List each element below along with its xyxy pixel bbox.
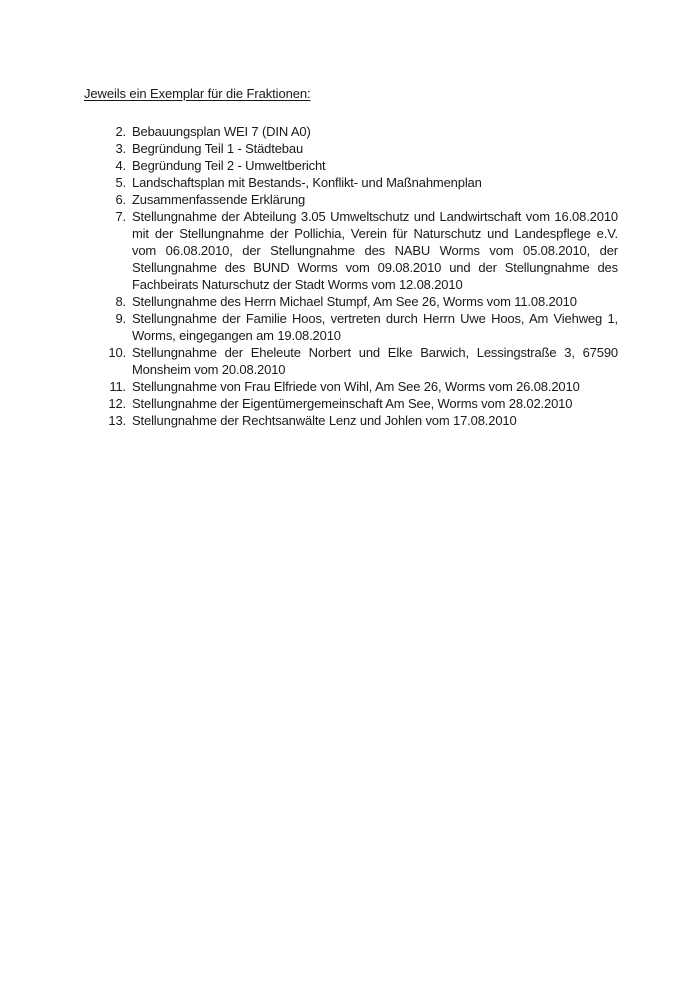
list-item-number: 3.: [115, 141, 126, 156]
list-item: [100, 344, 618, 378]
list-item-number: 12.: [108, 396, 126, 411]
list-item-text: Stellungnahme des Herrn Michael Stumpf, Am See 26, Worms vom 11.08.2010: [132, 294, 577, 309]
list-item: [100, 412, 618, 429]
list-item-number: 9.: [115, 311, 126, 326]
document-list: [100, 123, 618, 429]
list-item-text: Bebauungsplan WEI 7 (DIN A0): [132, 124, 311, 139]
list-item-text: Begründung Teil 2 - Umweltbericht: [132, 158, 326, 173]
list-item: [100, 123, 618, 140]
list-item-number: 11.: [109, 379, 126, 394]
list-item-text: Stellungnahme der Eheleute Norbert und Elke Barwich, Lessingstraße 3, 67590 Monsheim vom 20.08.2010: [132, 345, 618, 377]
list-item-text: Stellungnahme der Eigentümergemeinschaft Am See, Worms vom 28.02.2010: [132, 396, 573, 411]
list-item-number: 8.: [115, 294, 126, 309]
list-item-number: 13.: [108, 413, 126, 428]
list-item: [100, 208, 618, 293]
list-item: [100, 157, 618, 174]
list-item-number: 4.: [115, 158, 126, 173]
list-item: [100, 191, 618, 208]
list-item: [100, 140, 618, 157]
list-item-number: 6.: [115, 192, 126, 207]
list-item-text: Stellungnahme der Rechtsanwälte Lenz und Johlen vom 17.08.2010: [132, 413, 517, 428]
list-item-number: 10.: [108, 345, 126, 360]
list-item-text: Begründung Teil 1 - Städtebau: [132, 141, 304, 156]
list-item-text: Stellungnahme von Frau Elfriede von Wihl, Am See 26, Worms vom 26.08.2010: [132, 379, 580, 394]
list-item-number: 2.: [115, 124, 126, 139]
list-item: [100, 395, 618, 412]
list-item-text: Stellungnahme der Abteilung 3.05 Umweltschutz und Landwirtschaft vom 16.08.2010 mit der Stellungnahme der Pollichia, Verein für Naturschutz und Landespflege e.V. vom 06.08.2010, der Stellungnahme des NABU Worms vom 05.08.2010, der Stellungnahme des BUND Worms vom 09.08.2010 und der Stellungnahme des Fachbeirats Naturschutz der Stadt Worms vom 12.08.2010: [132, 209, 618, 292]
list-item-number: 7.: [115, 209, 126, 224]
list-item-text: Stellungnahme der Familie Hoos, vertreten durch Herrn Uwe Hoos, Am Viehweg 1, Worms, eingegangen am 19.08.2010: [132, 311, 618, 343]
list-item-number: 5.: [115, 175, 126, 190]
list-item-text: Zusammenfassende Erklärung: [132, 192, 306, 207]
list-item: [100, 310, 618, 344]
list-item-text: Landschaftsplan mit Bestands-, Konflikt- und Maßnahmenplan: [132, 175, 482, 190]
list-item: [100, 293, 618, 310]
list-item: [100, 378, 618, 395]
list-heading: Jeweils ein Exemplar für die Fraktionen:: [84, 86, 311, 101]
list-item: [100, 174, 618, 191]
